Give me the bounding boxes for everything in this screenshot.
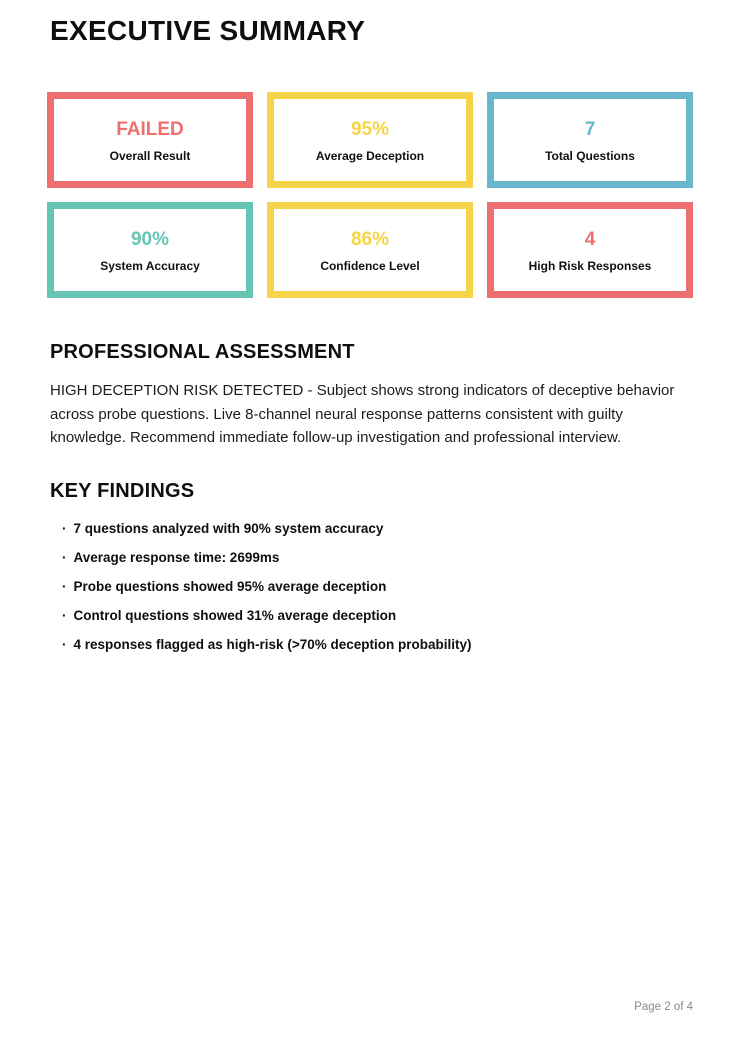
section-heading-key-findings: KEY FINDINGS xyxy=(50,480,195,502)
card-total-questions xyxy=(487,92,693,188)
bullet-icon: · xyxy=(62,608,67,623)
card-system-accuracy xyxy=(47,202,253,298)
card-value: 95% xyxy=(350,119,390,140)
card-label: Confidence Level xyxy=(320,259,420,273)
card-value: 4 xyxy=(584,229,596,250)
summary-cards-grid xyxy=(47,92,693,298)
finding-text: 4 responses flagged as high-risk (>70% deception probability) xyxy=(73,637,472,652)
card-overall-result xyxy=(47,92,253,188)
card-value: FAILED xyxy=(116,119,184,140)
bullet-icon: · xyxy=(62,579,67,594)
finding-text: Control questions showed 31% average deception xyxy=(73,608,397,623)
card-high-risk-responses xyxy=(487,202,693,298)
list-item xyxy=(62,609,682,623)
list-item xyxy=(62,522,682,536)
finding-text: Probe questions showed 95% average deception xyxy=(73,579,387,594)
card-value: 7 xyxy=(584,119,596,140)
list-item xyxy=(62,551,682,565)
bullet-icon: · xyxy=(62,550,67,565)
card-label: Overall Result xyxy=(109,149,191,163)
card-label: System Accuracy xyxy=(100,259,200,273)
key-findings-list xyxy=(62,522,682,667)
list-item xyxy=(62,580,682,594)
section-heading-professional-assessment: PROFESSIONAL ASSESSMENT xyxy=(50,341,355,363)
card-average-deception xyxy=(267,92,473,188)
finding-text: 7 questions analyzed with 90% system accuracy xyxy=(73,521,384,536)
bullet-icon: · xyxy=(62,521,67,536)
card-value: 90% xyxy=(130,229,170,250)
page-number: Page 2 of 4 xyxy=(634,1001,693,1013)
bullet-icon: · xyxy=(62,637,67,652)
card-label: High Risk Responses xyxy=(528,259,652,273)
card-label: Total Questions xyxy=(545,149,635,163)
card-value: 86% xyxy=(350,229,390,250)
page-title: EXECUTIVE SUMMARY xyxy=(50,15,366,46)
card-confidence-level xyxy=(267,202,473,298)
assessment-body-text: HIGH DECEPTION RISK DETECTED - Subject shows strong indicators of deceptive behavior across probe questions. Live 8-channel neural response patterns consistent with guilty knowledge. Recommend immediate follow-up investigation and professional interview. xyxy=(50,382,675,446)
card-label: Average Deception xyxy=(315,149,425,163)
list-item xyxy=(62,638,682,652)
finding-text: Average response time: 2699ms xyxy=(73,550,280,565)
